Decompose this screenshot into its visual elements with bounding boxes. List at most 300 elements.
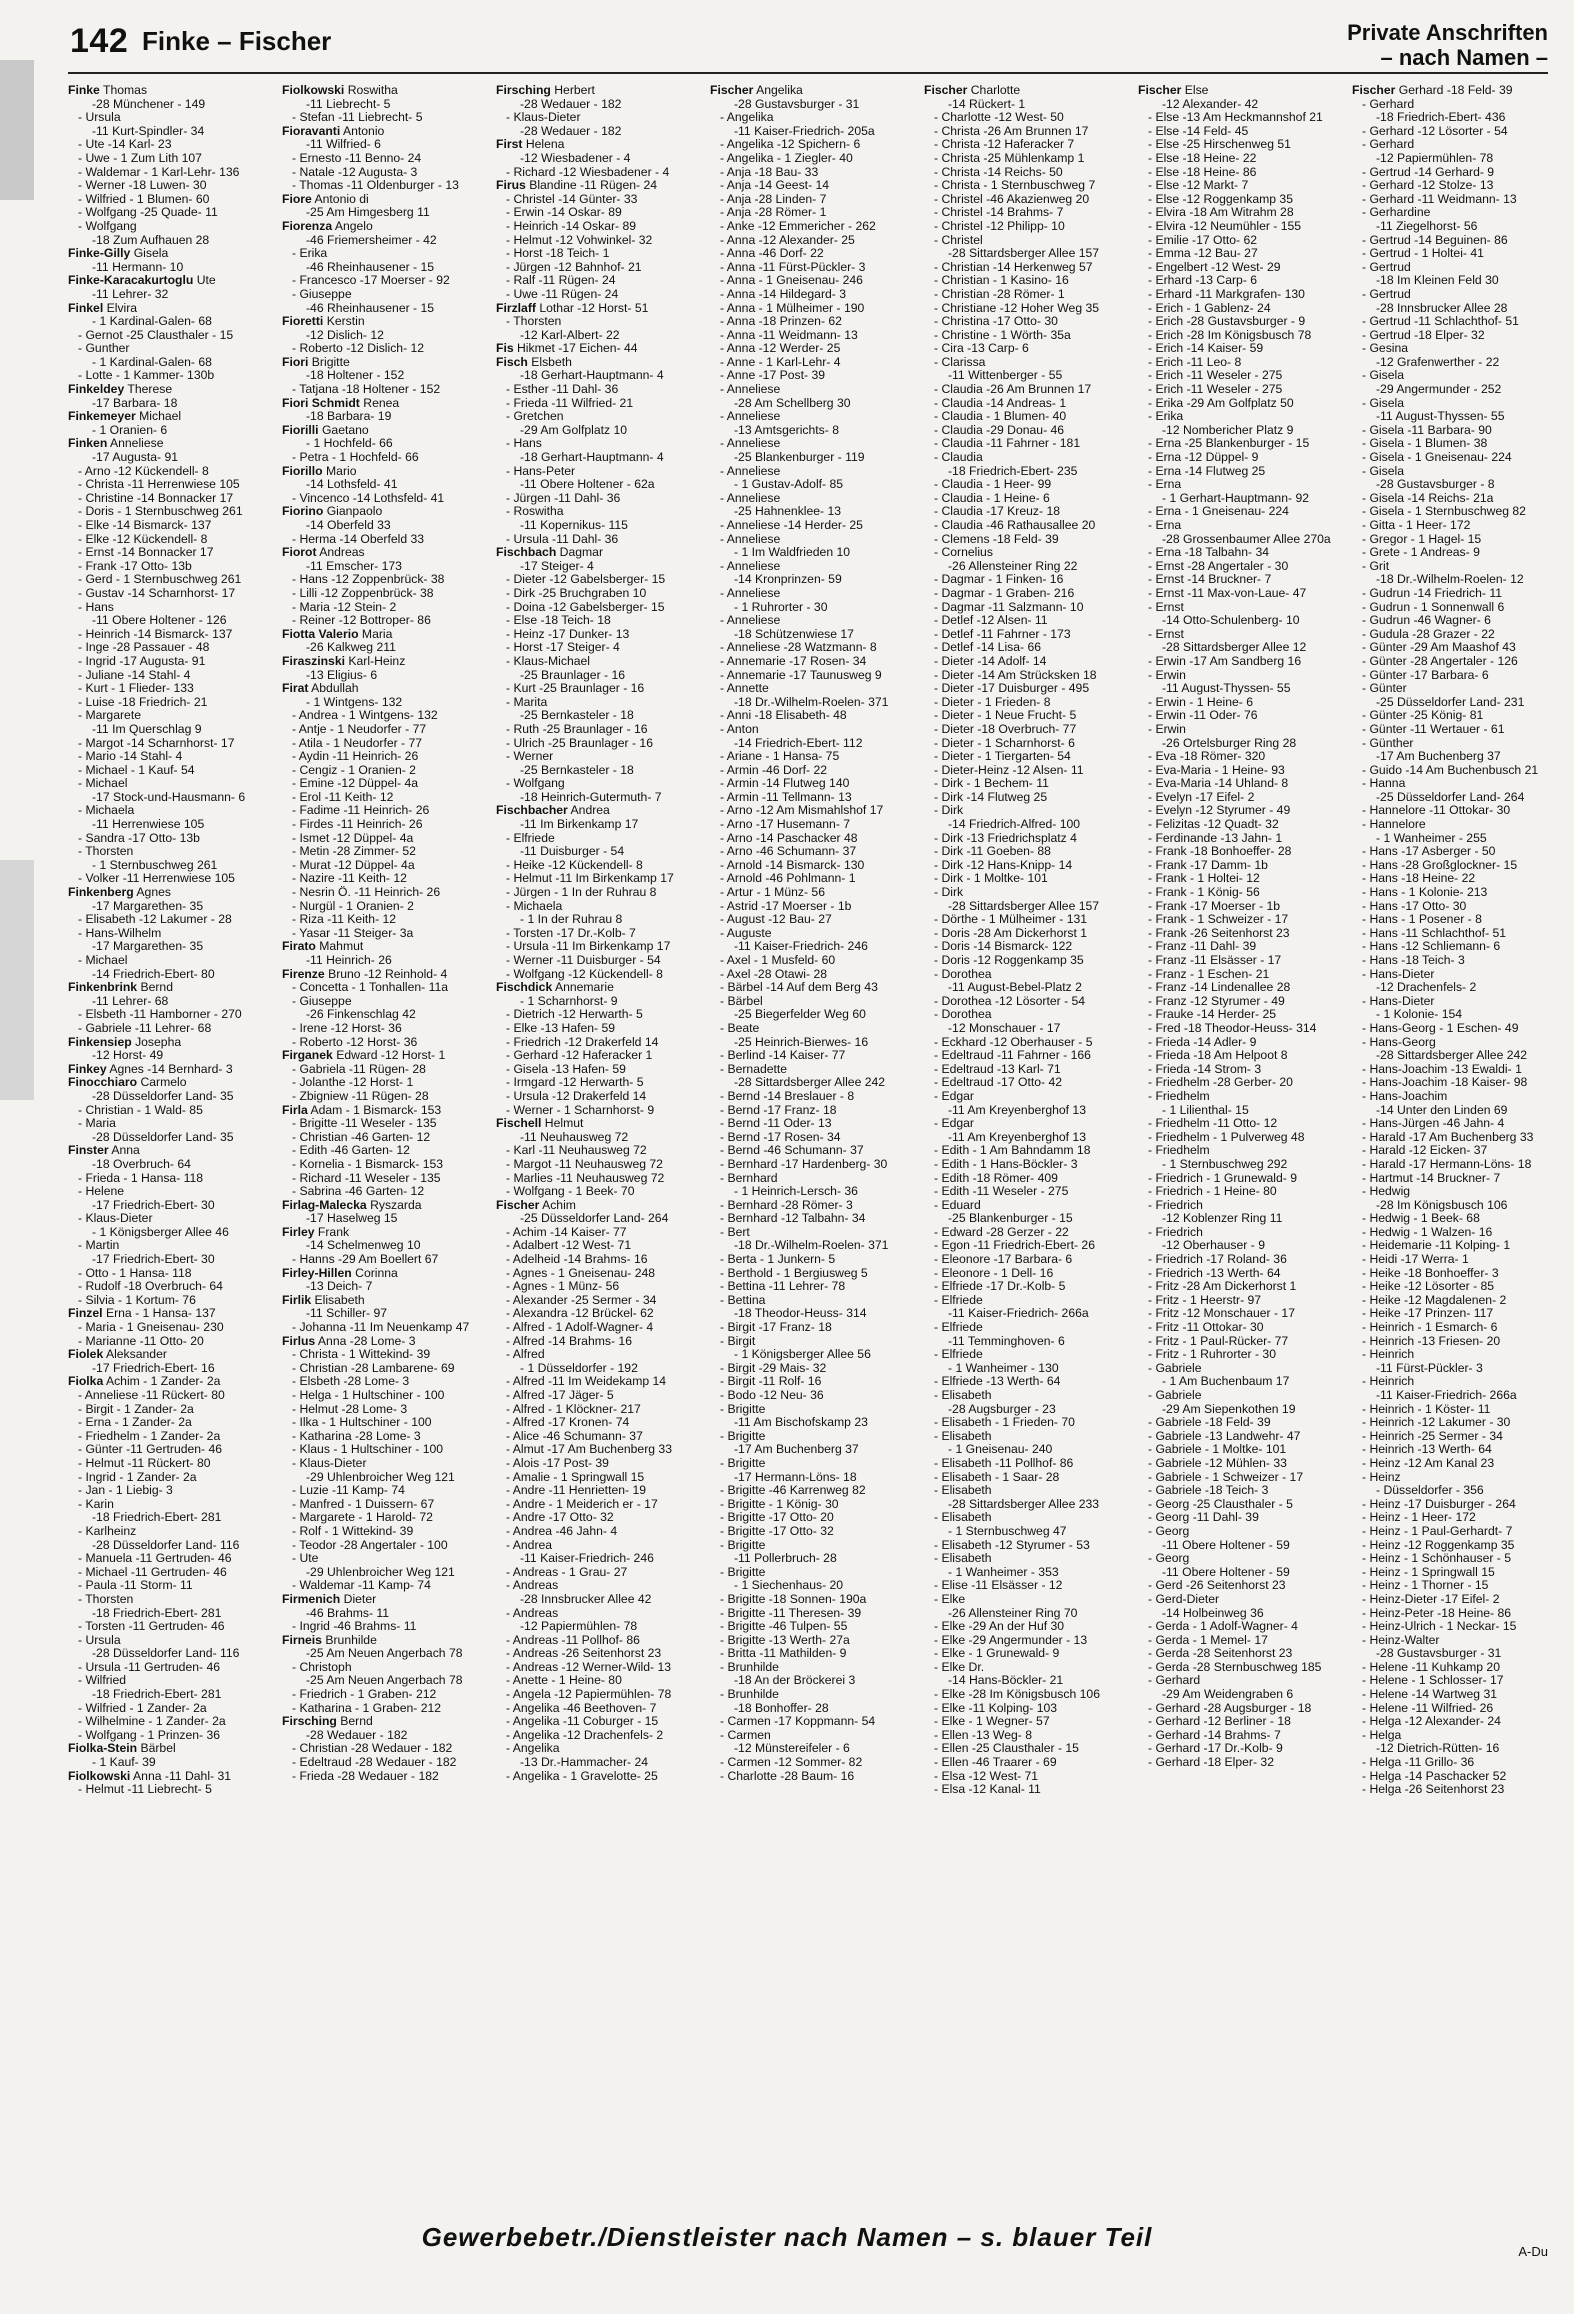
directory-subentry: - Wilfried — [78, 1674, 127, 1688]
directory-subentry: - Michaela — [506, 899, 563, 913]
directory-subentry: - Friedrich -12 Drakerfeld 14 — [506, 1035, 659, 1049]
directory-subentry: - Erika — [1148, 410, 1184, 424]
directory-subentry: - Gerhard -12 Berliner - 18 — [1148, 1715, 1291, 1729]
entry-surname: Firlus — [282, 1334, 316, 1348]
directory-entry — [282, 546, 480, 560]
directory-subentry: - Friedhelm — [1148, 1089, 1210, 1103]
directory-subentry: - Else -25 Hirschenweg 51 — [1148, 138, 1291, 152]
address-line: -29 Uhlenbroicher Weg 121 — [306, 1565, 455, 1579]
address-line: -26 Ortelsburger Ring 28 — [1162, 736, 1297, 750]
directory-subentry: - Gerhard -28 Augsburger - 18 — [1148, 1701, 1312, 1715]
directory-entry — [68, 1036, 266, 1050]
directory-subentry: - Gustav -14 Scharnhorst- 17 — [78, 586, 236, 600]
address-line: -17 Friedrich-Ebert- 30 — [92, 1198, 215, 1212]
address-line: -28 Sittardsberger Allee 242 — [1376, 1049, 1528, 1063]
directory-subentry: - Dieter -12 Gabelsberger- 15 — [506, 573, 666, 587]
directory-subentry: - Christa -25 Mühlenkamp 1 — [934, 151, 1085, 165]
directory-subentry: - Edith - 1 Hans-Böckler- 3 — [934, 1157, 1078, 1171]
directory-subentry: - Else -12 Roggenkamp 35 — [1148, 192, 1293, 206]
directory-subentry: - Edith -46 Garten- 12 — [292, 1144, 410, 1158]
entry-surname: Firley-Hillen — [282, 1266, 352, 1280]
entry-surname: Firley — [282, 1225, 315, 1239]
address-line: -13 Dr.-Hammacher- 24 — [520, 1756, 649, 1770]
address-line: -17 Friedrich-Ebert- 30 — [92, 1253, 215, 1267]
entry-surname: Fischer — [710, 84, 754, 97]
directory-subentry: - Gabriele -12 Mühlen- 33 — [1148, 1456, 1287, 1470]
directory-subentry: - Doina -12 Gabelsberger- 15 — [506, 600, 665, 614]
directory-subentry: - Gerda -28 Sternbuschweg 185 — [1148, 1660, 1322, 1674]
address-line: -11 Temminghoven- 6 — [948, 1334, 1065, 1348]
address-line: -11 August-Thyssen- 55 — [1376, 410, 1505, 424]
address-line: -28 Wedauer - 182 — [520, 97, 622, 111]
address-line: -17 Am Buchenberg 37 — [1376, 750, 1501, 764]
directory-entry — [496, 342, 694, 356]
address-line: - 1 Im Waldfrieden 10 — [734, 546, 851, 560]
directory-subentry: - Britta -11 Mathilden- 9 — [720, 1647, 847, 1661]
address-line: -18 Dr.-Wilhelm-Roelen- 371 — [734, 1239, 889, 1253]
directory-subentry: - Hans -18 Teich- 3 — [1362, 954, 1465, 967]
directory-subentry: - Gabriele -18 Feld- 39 — [1148, 1416, 1271, 1430]
directory-subentry: - Klaus - 1 Hultschiner - 100 — [292, 1443, 444, 1457]
directory-subentry: - Martin — [78, 1239, 120, 1253]
address-line: -46 Rheinhausener - 15 — [306, 260, 435, 274]
entry-given-name: Anneliese — [110, 437, 164, 451]
address-line: -11 Schiller- 97 — [306, 1307, 388, 1321]
directory-entry — [710, 84, 908, 98]
directory-subentry: - Anni -18 Elisabeth- 48 — [720, 709, 847, 723]
directory-subentry: - Berthold - 1 Bergiusweg 5 — [720, 1266, 868, 1280]
directory-subentry: - Christa -12 Haferacker 7 — [934, 138, 1075, 152]
address-line: -18 Dr.-Wilhelm-Roelen- 371 — [734, 695, 889, 709]
directory-subentry: - Ursula -11 Dahl- 36 — [506, 532, 619, 546]
directory-entry — [282, 465, 480, 479]
directory-subentry: - Helmut -11 Liebrecht- 5 — [78, 1783, 212, 1797]
directory-entry — [282, 84, 480, 98]
directory-subentry: - Frank -26 Seitenhorst 23 — [1148, 926, 1290, 940]
directory-subentry: - Evelyn -12 Styrumer - 49 — [1148, 804, 1291, 818]
directory-subentry: - Berta - 1 Junkern- 5 — [720, 1253, 836, 1267]
directory-subentry: - Klaus-Michael — [506, 654, 590, 668]
directory-subentry: - Dirk -14 Flutweg 25 — [934, 790, 1048, 804]
directory-subentry: - Arno -17 Husemann- 7 — [720, 818, 851, 832]
directory-subentry: - Uwe -11 Rügen- 24 — [506, 287, 619, 301]
address-line: -25 Bernkasteler - 18 — [520, 763, 634, 777]
directory-subentry: - Fritz -11 Ottokar- 30 — [1148, 1321, 1264, 1335]
address-line: -28 Wedauer - 182 — [306, 1728, 408, 1742]
directory-subentry: - Eva-Maria - 1 Heine- 93 — [1148, 763, 1285, 777]
entry-given-name: Anna — [111, 1144, 140, 1158]
entry-given-name: Helena — [525, 138, 565, 152]
address-line: -12 Karl-Albert- 22 — [520, 328, 620, 342]
address-line: -13 Deich- 7 — [306, 1280, 373, 1294]
directory-subentry: - Elfriede -17 Dr.-Kolb- 5 — [934, 1280, 1066, 1294]
directory-subentry: - Klaus-Dieter — [78, 1212, 153, 1226]
directory-entry — [496, 546, 694, 560]
directory-subentry: - Frank -17 Damm- 1b — [1148, 858, 1268, 872]
address-line: -11 Pollerbruch- 28 — [734, 1552, 837, 1566]
directory-subentry: - Firdes -11 Heinrich- 26 — [292, 818, 423, 832]
directory-subentry: - Axel - 1 Musfeld- 60 — [720, 954, 836, 967]
directory-entry — [68, 1375, 266, 1389]
directory-subentry: - Jan - 1 Liebig- 3 — [78, 1484, 173, 1498]
directory-subentry: - Jürgen - 1 In der Ruhrau 8 — [506, 886, 657, 900]
entry-given-name: Herbert — [554, 84, 595, 97]
entry-given-name: Frank — [317, 1225, 350, 1239]
entry-given-name: Agnes — [136, 886, 171, 900]
address-line: - 1 Heinrich-Lersch- 36 — [734, 1185, 858, 1199]
directory-subentry: - Brunhilde — [720, 1688, 779, 1702]
entry-surname: Finke-Karacakurtoglu — [68, 274, 194, 288]
directory-subentry: - Heinrich -13 Werth- 64 — [1362, 1443, 1492, 1457]
directory-subentry: - Christel — [934, 233, 983, 247]
directory-subentry: - Franz -11 Dahl- 39 — [1148, 940, 1257, 954]
directory-subentry: - Heinz — [1362, 1470, 1401, 1484]
directory-entry — [282, 968, 480, 982]
section-title-line2: – nach Namen – — [1380, 45, 1548, 70]
directory-subentry: - Gernot -25 Clausthaler - 15 — [78, 328, 234, 342]
directory-subentry: - Doris -12 Roggenkamp 35 — [934, 954, 1084, 967]
directory-subentry: - Heinrich -13 Friesen- 20 — [1362, 1334, 1501, 1348]
directory-subentry: - Andrea -46 Jahn- 4 — [506, 1524, 618, 1538]
directory-subentry: - Alfred -14 Brahms- 16 — [506, 1334, 632, 1348]
directory-subentry: - Anna -14 Hildegard- 3 — [720, 287, 847, 301]
directory-subentry: - Anneliese — [720, 383, 781, 397]
directory-subentry: - Reiner -12 Bottroper- 86 — [292, 614, 431, 628]
entry-given-name: Antonio — [342, 124, 385, 138]
directory-subentry: - Claudia -46 Rathausallee 20 — [934, 519, 1096, 532]
address-line: -14 Friedrich-Ebert- 112 — [734, 736, 863, 750]
directory-subentry: - Dieter -18 Overbruch- 77 — [934, 722, 1077, 736]
directory-subentry: - Anna - 1 Gneisenau- 246 — [720, 274, 863, 288]
directory-subentry: - Wilfried - 1 Blumen- 60 — [78, 192, 210, 206]
directory-subentry: - Hanns -29 Am Boellert 67 — [292, 1253, 439, 1267]
directory-subentry: - Helene -11 Wilfried- 26 — [1362, 1701, 1494, 1715]
directory-subentry: - Birgit - 1 Zander- 2a — [78, 1402, 194, 1416]
directory-subentry: - Brigitte — [720, 1565, 766, 1579]
directory-subentry: - Friedhelm — [1148, 1144, 1210, 1158]
entry-surname: Fischer — [496, 1198, 540, 1212]
directory-subentry: - Christian -28 Römer- 1 — [934, 287, 1065, 301]
directory-entry — [282, 1715, 480, 1729]
entry-given-name: Erna - 1 Hansa- 137 — [105, 1307, 216, 1321]
directory-subentry: - Angelika - 1 Gravelotte- 25 — [506, 1769, 658, 1783]
directory-subentry: - Bettina — [720, 1293, 766, 1307]
directory-subentry: - Dörthe - 1 Mülheimer - 131 — [934, 913, 1088, 927]
directory-subentry: - Elke - 1 Grunewald- 9 — [934, 1647, 1060, 1661]
address-line: -11 Am Kreyenberghof 13 — [948, 1103, 1086, 1117]
directory-subentry: - Arnold -46 Pohlmann- 1 — [720, 872, 856, 886]
directory-subentry: - Helga — [1362, 1728, 1402, 1742]
entry-given-name: Gisela — [133, 247, 169, 261]
directory-subentry: - Ute -14 Karl- 23 — [78, 138, 172, 152]
directory-subentry: - Bernhard — [720, 1171, 778, 1185]
directory-subentry: - Gertrud -14 Beguinen- 86 — [1362, 233, 1508, 247]
directory-subentry: - Heinrich -25 Sermer - 34 — [1362, 1429, 1503, 1443]
address-line: -14 Schelmenweg 10 — [306, 1239, 421, 1253]
directory-entry — [282, 655, 480, 669]
directory-subentry: - Margot -14 Scharnhorst- 17 — [78, 736, 235, 750]
directory-subentry: - Günter -29 Am Maashof 43 — [1362, 641, 1516, 655]
entry-given-name: Andreas — [319, 546, 365, 560]
address-line: -11 Am Bischofskamp 23 — [734, 1416, 868, 1430]
directory-subentry: - Erika -29 Am Golfplatz 50 — [1148, 396, 1294, 410]
address-line: -25 Am Himgesberg 11 — [306, 206, 430, 220]
address-line: -11 Kurt-Spindler- 34 — [92, 124, 205, 138]
address-line: -28 Innsbrucker Allee 42 — [520, 1592, 652, 1606]
directory-subentry: - Guido -14 Am Buchenbusch 21 — [1362, 763, 1539, 777]
entry-surname: Firzlaff — [496, 301, 536, 315]
page-footer — [0, 2222, 1574, 2272]
directory-entry — [68, 1742, 266, 1756]
address-line: -17 Hermann-Löns- 18 — [734, 1470, 857, 1484]
entry-surname: Finocchiaro — [68, 1076, 138, 1090]
directory-subentry: - Harald -12 Eicken- 37 — [1362, 1144, 1488, 1158]
entry-surname: Fiolka — [68, 1375, 104, 1389]
directory-entry — [68, 1144, 266, 1158]
entry-given-name: Antonio di — [314, 192, 369, 206]
directory-subentry: - Gudrun -46 Wagner- 6 — [1362, 614, 1491, 628]
directory-subentry: - Hans-Georg — [1362, 1035, 1436, 1049]
directory-subentry: - Hans — [506, 437, 542, 451]
directory-subentry: - Erwin -14 Oskar- 89 — [506, 206, 622, 220]
directory-subentry: - Zbigniew -11 Rügen- 28 — [292, 1089, 429, 1103]
directory-subentry: - Jürgen -12 Bahnhof- 21 — [506, 260, 642, 274]
address-line: -18 Friedrich-Ebert- 436 — [1376, 111, 1506, 125]
entry-given-name: Aleksander — [105, 1348, 167, 1362]
directory-subentry: - Thorsten — [78, 1592, 134, 1606]
directory-subentry: - Andreas — [506, 1579, 559, 1593]
directory-subentry: - Heike -17 Prinzen- 117 — [1362, 1307, 1494, 1321]
entry-surname: Firsching — [496, 84, 551, 97]
directory-subentry: - Wilfried - 1 Zander- 2a — [78, 1701, 207, 1715]
directory-subentry: - Anna -18 Prinzen- 62 — [720, 315, 842, 329]
address-line: -28 Sittardsberger Allee 242 — [734, 1076, 886, 1090]
directory-subentry: - Heinrich -14 Oskar- 89 — [506, 219, 637, 233]
directory-subentry: - Erwin — [1148, 668, 1186, 682]
directory-subentry: - Anneliese — [720, 410, 781, 424]
address-line: -28 Sittardsberger Allee 233 — [948, 1497, 1100, 1511]
directory-subentry: - Heinrich -12 Lakumer - 30 — [1362, 1416, 1511, 1430]
directory-subentry: - Dirk -13 Friedrichsplatz 4 — [934, 831, 1077, 845]
address-line: -11 August-Thyssen- 55 — [1162, 682, 1291, 696]
directory-subentry: - Christa - 1 Wittekind- 39 — [292, 1348, 431, 1362]
directory-subentry: - Petra - 1 Hochfeld- 66 — [292, 451, 419, 465]
directory-subentry: - Horst -17 Steiger- 4 — [506, 641, 620, 655]
address-line: -12 Wiesbadener - 4 — [520, 151, 631, 165]
address-line: -12 Papiermühlen- 78 — [520, 1620, 638, 1634]
directory-subentry: - Erich -14 Kaiser- 59 — [1148, 342, 1264, 356]
directory-subentry: - Elke -28 Im Königsbusch 106 — [934, 1688, 1100, 1702]
directory-subentry: - Elke -29 Angermunder - 13 — [934, 1633, 1088, 1647]
directory-subentry: - Wolfgang — [506, 777, 565, 791]
entry-surname: First — [496, 138, 523, 152]
directory-subentry: - Brigitte -18 Sonnen- 190a — [720, 1592, 867, 1606]
directory-entry — [68, 1348, 266, 1362]
directory-subentry: - Elsa -12 Kanal- 11 — [934, 1783, 1041, 1797]
directory-subentry: - Agnes - 1 Gneisenau- 248 — [506, 1266, 656, 1280]
directory-subentry: - Helmut -11 Im Birkenkamp 17 — [506, 872, 674, 886]
address-line: -11 Heinrich- 26 — [306, 954, 392, 967]
directory-subentry: - Erich -28 Gustavsburger - 9 — [1148, 315, 1306, 329]
address-line: -12 Dislich- 12 — [306, 328, 384, 342]
directory-subentry: - Werner -11 Duisburger - 54 — [506, 954, 661, 967]
directory-subentry: - Frieda -18 Am Helpoot 8 — [1148, 1049, 1288, 1063]
directory-subentry: - Maria — [78, 1117, 116, 1131]
directory-subentry: - Erhard -11 Markgrafen- 130 — [1148, 287, 1305, 301]
directory-subentry: - Dieter - 1 Frieden- 8 — [934, 695, 1051, 709]
directory-entry — [282, 220, 480, 234]
directory-entry — [282, 505, 480, 519]
address-line: -17 Steiger- 4 — [520, 559, 594, 573]
directory-subentry: - Helga -12 Alexander- 24 — [1362, 1715, 1501, 1729]
entry-given-name: Angelika — [756, 84, 803, 97]
directory-subentry: - Wolfgang - 1 Prinzen- 36 — [78, 1728, 221, 1742]
directory-subentry: - Brigitte -13 Werth- 27a — [720, 1633, 850, 1647]
entry-surname: Fiore — [282, 192, 312, 206]
address-line: -26 Allensteiner Ring 70 — [948, 1606, 1078, 1620]
address-line: -11 Im Querschlag 9 — [92, 722, 202, 736]
entry-surname: Finster — [68, 1144, 109, 1158]
directory-subentry: - Charlotte -12 West- 50 — [934, 111, 1064, 125]
entry-given-name: Annemarie — [554, 981, 614, 995]
directory-subentry: - Bettina -11 Lehrer- 78 — [720, 1280, 846, 1294]
directory-subentry: - Wolfgang -12 Kückendell- 8 — [506, 967, 663, 981]
directory-subentry: - Gisela -13 Hafen- 59 — [506, 1062, 626, 1076]
address-line: - Düsseldorfer - 356 — [1376, 1484, 1484, 1498]
directory-subentry: - Aydin -11 Heinrich- 26 — [292, 750, 419, 764]
directory-subentry: - Heike -12 Magdalenen- 2 — [1362, 1293, 1507, 1307]
entry-given-name: Elsbeth — [531, 355, 572, 369]
directory-subentry: - Claudia - 1 Heine- 6 — [934, 491, 1050, 505]
address-line: -11 Emscher- 173 — [306, 559, 402, 573]
directory-entry — [68, 437, 266, 451]
address-line: -11 Kaiser-Friedrich- 246 — [520, 1552, 654, 1566]
directory-subentry: - Heinrich - 1 Esmarch- 6 — [1362, 1321, 1498, 1335]
directory-subentry: - Lilli -12 Zoppenbrück- 38 — [292, 586, 434, 600]
entry-given-name: Angelo — [334, 219, 373, 233]
entry-surname: Finke — [68, 84, 100, 97]
address-line: -18 Holtener - 152 — [306, 369, 405, 383]
directory-subentry: - Gisela — [1362, 369, 1404, 383]
entry-given-name: Hikmet -17 Eichen- 44 — [517, 342, 638, 356]
directory-subentry: - Anneliese — [720, 614, 781, 628]
directory-subentry: - Christa -14 Reichs- 50 — [934, 165, 1063, 179]
directory-subentry: - Hans-Dieter — [1362, 967, 1435, 981]
entry-given-name: Gaetano — [321, 423, 369, 437]
directory-subentry: - Friedhelm -28 Gerber- 20 — [1148, 1076, 1293, 1090]
directory-subentry: - Gisela -11 Barbara- 90 — [1362, 423, 1492, 437]
directory-entry — [282, 1294, 480, 1308]
address-line: -18 Schützenwiese 17 — [734, 627, 854, 641]
directory-subentry: - Bernd -14 Breslauer - 8 — [720, 1089, 855, 1103]
directory-subentry: - Andre -17 Otto- 32 — [506, 1511, 614, 1525]
directory-subentry: - Alice -46 Schumann- 37 — [506, 1429, 643, 1443]
corner-code: A-Du — [1518, 2244, 1548, 2259]
entry-surname: Finken — [68, 437, 108, 451]
address-line: - 1 Kauf- 39 — [92, 1756, 156, 1770]
directory-subentry: - Christine - 1 Wörth- 35a — [934, 328, 1071, 342]
directory-subentry: - Vincenco -14 Lothsfeld- 41 — [292, 491, 445, 505]
directory-subentry: - Franz -12 Styrumer - 49 — [1148, 994, 1285, 1008]
directory-subentry: - Karin — [78, 1497, 114, 1511]
directory-subentry: - Roswitha — [506, 505, 564, 519]
directory-subentry: - Bärbel -14 Auf dem Berg 43 — [720, 981, 878, 995]
directory-column — [924, 84, 1122, 2214]
directory-subentry: - Ernst -14 Bruckner- 7 — [1148, 573, 1272, 587]
directory-subentry: - Anna -11 Fürst-Pückler- 3 — [720, 260, 866, 274]
entry-surname: Firato — [282, 940, 316, 954]
entry-surname: Finkey — [68, 1062, 107, 1076]
directory-subentry: - Bernadette — [720, 1062, 788, 1076]
directory-subentry: - Thorsten — [506, 315, 562, 329]
directory-subentry: - Evelyn -17 Eifel- 2 — [1148, 790, 1255, 804]
address-line: - 1 Kolonie- 154 — [1376, 1008, 1463, 1022]
directory-subentry: - Gabriele -11 Lehrer- 68 — [78, 1021, 212, 1035]
address-line: -11 Neuhausweg 72 — [520, 1130, 629, 1144]
address-line: -18 Barbara- 19 — [306, 410, 392, 424]
entry-given-name: Anna -28 Lome- 3 — [317, 1334, 416, 1348]
entry-given-name: Kerstin — [326, 315, 365, 329]
directory-subentry: - Michael — [78, 777, 128, 791]
directory-subentry: - Brigitte -11 Weseler - 135 — [292, 1117, 437, 1131]
directory-subentry: - Ursula — [78, 1633, 121, 1647]
directory-subentry: - Hans -17 Asberger - 50 — [1362, 845, 1496, 859]
directory-subentry: - Dieter - 1 Tiergarten- 54 — [934, 750, 1071, 764]
directory-subentry: - Ernst -11 Max-von-Laue- 47 — [1148, 586, 1307, 600]
directory-subentry: - Friedhelm - 1 Pulverweg 48 — [1148, 1130, 1305, 1144]
entry-surname: Fischer — [1352, 84, 1396, 97]
directory-subentry: - Andre - 1 Meiderich er - 17 — [506, 1497, 658, 1511]
directory-subentry: - Dirk — [934, 804, 964, 818]
directory-entry — [282, 1104, 480, 1118]
directory-subentry: - Ernesto -11 Benno- 24 — [292, 151, 422, 165]
directory-subentry: - Erich -11 Leo- 8 — [1148, 355, 1242, 369]
directory-subentry: - Manfred - 1 Duissern- 67 — [292, 1497, 435, 1511]
address-line: -18 Gerhart-Hauptmann- 4 — [520, 369, 664, 383]
directory-subentry: - Erna -25 Blankenburger - 15 — [1148, 437, 1310, 451]
directory-subentry: - Hans-Georg - 1 Eschen- 49 — [1362, 1021, 1519, 1035]
directory-subentry: - Rudolf -18 Overbruch- 64 — [78, 1280, 223, 1294]
entry-surname: Fiolkowski — [68, 1769, 131, 1783]
directory-subentry: - Michael - 1 Kauf- 54 — [78, 763, 195, 777]
directory-subentry: - Edith -18 Römer- 409 — [934, 1171, 1058, 1185]
directory-column — [1138, 84, 1336, 2214]
directory-subentry: - Heinrich -14 Bismarck- 137 — [78, 627, 233, 641]
directory-subentry: - Anna -12 Werder- 25 — [720, 342, 841, 356]
directory-subentry: - Nazire -11 Keith- 12 — [292, 872, 407, 886]
directory-subentry: - Anneliese -11 Rückert- 80 — [78, 1389, 225, 1402]
directory-subentry: - Heinz - 1 Paul-Gerhardt- 7 — [1362, 1524, 1513, 1538]
directory-subentry: - Erhard -13 Carp- 6 — [1148, 274, 1258, 288]
directory-subentry: - Friedrich — [1148, 1225, 1203, 1239]
directory-subentry: - Hans-Joachim -13 Ewaldi- 1 — [1362, 1062, 1522, 1076]
address-line: -18 Dr.-Wilhelm-Roelen- 12 — [1376, 573, 1524, 587]
directory-subentry: - Angelika - 1 Ziegler- 40 — [720, 151, 853, 165]
directory-subentry: - Detlef -12 Alsen- 11 — [934, 614, 1048, 628]
directory-subentry: - Helene — [78, 1185, 125, 1199]
directory-subentry: - Brigitte — [720, 1402, 766, 1416]
directory-subentry: - Brigitte — [720, 1429, 766, 1443]
directory-subentry: - Brigitte -17 Otto- 20 — [720, 1511, 834, 1525]
directory-subentry: - Heidemarie -11 Kolping- 1 — [1362, 1239, 1511, 1253]
directory-subentry: - Marita — [506, 695, 548, 709]
directory-subentry: - Elise -11 Elsässer - 12 — [934, 1579, 1063, 1593]
address-line: -14 Otto-Schulenberg- 10 — [1162, 614, 1300, 628]
directory-subentry: - Andrea — [506, 1538, 553, 1552]
directory-entry — [282, 1267, 480, 1281]
directory-subentry: - Horst -18 Teich- 1 — [506, 247, 610, 261]
directory-subentry: - Carmen -12 Sommer- 82 — [720, 1756, 863, 1770]
